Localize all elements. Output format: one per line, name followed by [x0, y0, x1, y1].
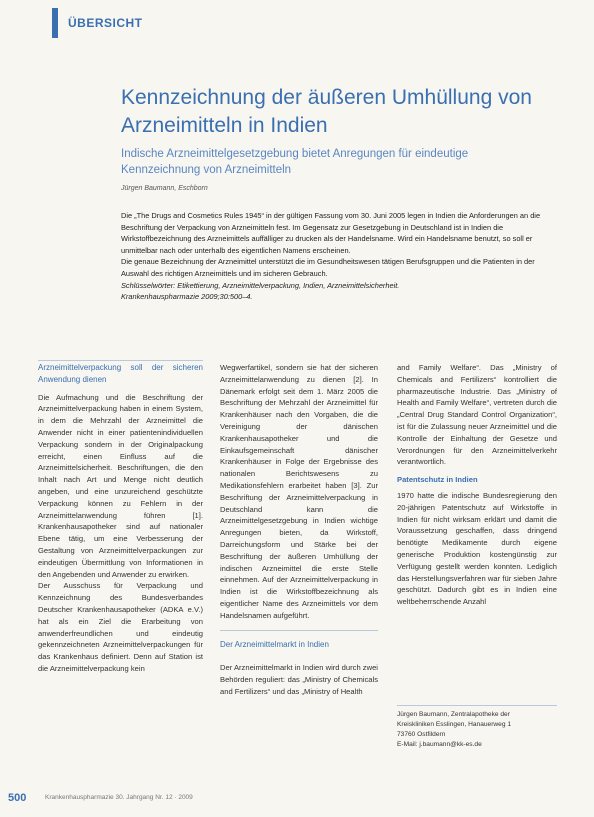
keywords: Schlüsselwörter: Etikettierung, Arzneimittelverpackung, Indien, Arzneimittelsicherheit.: [121, 280, 400, 290]
section-heading-patent: Patentschutz in Indien: [397, 475, 478, 485]
body-paragraph: 1970 hatte die indische Bundesregierung den 20-jährigen Patentschutz auf Wirkstoffe in Indien für nicht wirksam erklärt und damit die Voraussetzung geschaffen, dass dringend benötigte Medikamente durch eigene generische Produktion kostengünstig zur Verfügung gestellt werden konnten. Lediglich das Herstellungsverfahren war für sieben Jahre geschützt. Dadurch gibt es in Indien eine weltbeherrschende Anzahl: [397, 490, 557, 607]
body-paragraph: Der Arzneimittelmarkt in Indien wird durch zwei Behörden reguliert: das „Ministry of Chemicals and Fertilizers“ und das „Ministry of Health: [220, 663, 378, 696]
body-paragraph: Der Ausschuss für Verpackung und Kennzeichnung des Bundesverbandes Deutscher Krankenhausapotheker (ADKA e.V.) hat als ein Ziel die Erarbeitung von anwenderfreundlichen und eindeutig gekennzeichneten Arzneimittelverpackungen für das Krankenhaus definiert. Denn auf Station ist die Arzneimittelverpackung kein: [38, 581, 203, 673]
section-divider: [220, 630, 378, 631]
abstract-paragraph: Die genaue Bezeichnung der Arzneimittel unterstützt die im Gesundheitswesen tätigen Berufsgruppen und die Patienten in der Auswahl des richtigen Arzneimittels und im sicheren Gebrauch.: [121, 257, 535, 278]
article-author: Jürgen Baumann, Eschborn: [121, 185, 208, 192]
text-column-3: [397, 362, 557, 608]
abstract: [121, 210, 551, 303]
address-line: Kreiskliniken Esslingen, Hanauerweg 1: [397, 721, 511, 728]
address-email[interactable]: E-Mail: j.baumann@kk-es.de: [397, 741, 482, 748]
abstract-paragraph: Die „The Drugs and Cosmetics Rules 1945“ in der gültigen Fassung vom 30. Juni 2005 legen in Indien die Anforderungen an die Beschriftung der Verpackung von Arzneimitteln fest. Im Gegensatz zur Gesetzgebung in Deutschland ist in Indien die Wirkstoffbezeichnung des Arzneimittels auffälliger zu drucken als der Handelsname. Wird ein Handelsname benutzt, so soll er unmittelbar nach oder unterhalb des eigentlichen Namens erscheinen.: [121, 211, 541, 255]
footer-citation: Krankenhauspharmazie 30. Jahrgang Nr. 12 · 2009: [45, 794, 193, 801]
address-name: Jürgen Baumann, Zentralapotheke der: [397, 711, 510, 718]
page-number: 500: [8, 792, 27, 804]
section-color-bar: [52, 8, 58, 38]
body-paragraph: Wegwerfartikel, sondern sie hat der sicheren Arzneimittelanwendung zu dienen [2]. In Dänemark erfolgt seit dem 1. März 2005 die Beschriftung der Mehrzahl der Arzneimittel für Krankenhäuser nach den Vorgaben, die die Vereinigung der dänischen Krankenhausapotheker und die Einkaufsgemeinschaft dänischer Krankenhäuser in Folge der Ergebnisse des nationalen Berichtswesens zu Medikationsfehlern erarbeitet haben [3]. Zur Beschriftung der Arzneimittelverpackung in Deutschland kann die Arzneimittelgesetzgebung in Indien wichtige Anregungen bieten, da Wirkstoff, Darreichungsform und Stärke bei der Beschriftung der äußeren Umhüllung der indischen Arzneimittel die erste Stelle einnehmen. Auf der Arzneimittelverpackung in Indien ist die Wirkstoffbezeichnung als eigentlicher Name des Arzneimittels vor dem Handelsnamen aufgeführt.: [220, 363, 378, 620]
section-label: ÜBERSICHT: [68, 16, 143, 30]
body-paragraph: Die Aufmachung und die Beschriftung der Arzneimittelverpackung haben in einem System, in dem die Mehrzahl der Arzneimittel die Anwender nicht in einer patientenindividuellen Verpackung sondern in der Originalpackung erreicht, einen Einfluss auf die Arzneimittelsicherheit. Beschriftungen, die den Inhalt nach Art und Menge nicht deutlich angeben, und eine unzureichend geschützte Verpackung können zu Fehlern in der Arzneimittelanwendung führen [1]. Krankenhausapotheker sind auf nationaler Ebene tätig, um eine Verbesserung der Gestaltung von Arzneimittelverpackungen zur eindeutigen Übermittlung von Informationen in den Angebenden und Anwender zu erwirken.: [38, 392, 203, 579]
column-divider: [38, 360, 203, 361]
article-title: Kennzeichnung der äußeren Umhüllung von Arzneimitteln in Indien: [121, 86, 532, 137]
address-divider: [397, 705, 557, 706]
address-line: 73760 Ostfildern: [397, 731, 446, 738]
journal-citation: Krankenhauspharmazie 2009;30:500–4.: [121, 292, 253, 302]
text-column-2-continued: [220, 662, 378, 697]
author-address: [397, 710, 557, 750]
text-column-1: [38, 362, 203, 675]
section-heading: Arzneimittelverpackung soll der sicheren Anwendung dienen: [38, 363, 203, 384]
section-heading-market: Der Arzneimittelmarkt in Indien: [220, 640, 329, 649]
body-paragraph: and Family Welfare“. Das „Ministry of Chemicals and Fertilizers“ kontrolliert die pharmazeutische Industrie. Das „Ministry of Health and Family Welfare“, vertreten durch die „Central Drug Standard Control Organization“, ist für die Zulassung neuer Arzneimittel und die Kontrolle der Einhaltung der Gesetze und Verordnungen für den Arzneimittelverkehr verantwortlich.: [397, 363, 557, 467]
text-column-2: [220, 362, 378, 622]
article-subtitle: Indische Arzneimittelgesetzgebung bietet Anregungen für eindeutige Kennzeichnung von Arzneimitteln: [121, 148, 469, 176]
